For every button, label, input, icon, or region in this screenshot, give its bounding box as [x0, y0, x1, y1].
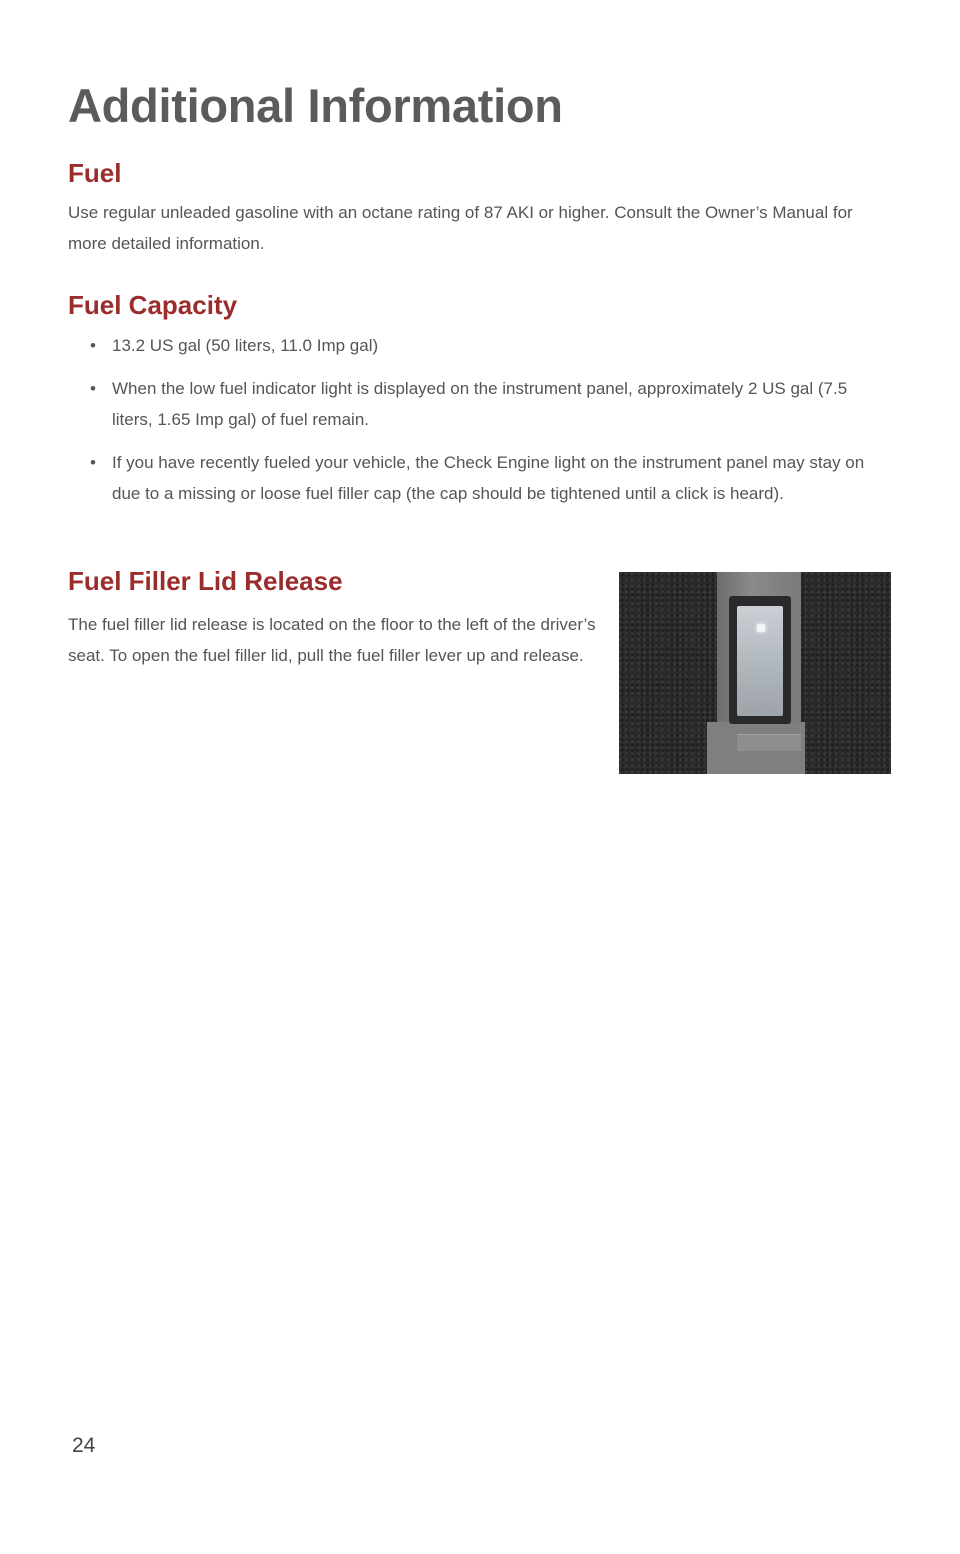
- list-item: • If you have recently fueled your vehicle, the Check Engine light on the instrument panel may stay on due to a missing or loose fuel filler cap (the cap should be tightened until a click is heard).: [90, 447, 890, 509]
- fuel-capacity-heading: Fuel Capacity: [68, 290, 238, 320]
- fuel-filler-lever: [737, 606, 783, 716]
- fuel-heading: Fuel: [68, 158, 122, 188]
- fuel-filler-lever-photo: [619, 572, 891, 774]
- fuel-capacity-list: [90, 330, 890, 521]
- page-title: Additional Information: [68, 79, 563, 132]
- fuel-body: Use regular unleaded gasoline with an octane rating of 87 AKI or higher. Consult the Owner’s Manual for more detailed information.: [68, 203, 853, 253]
- list-item: • 13.2 US gal (50 liters, 11.0 Imp gal): [90, 330, 890, 361]
- fuel-filler-body: The fuel filler lid release is located on the floor to the left of the driver’s seat. To open the fuel filler lid, pull the fuel filler lever up and release.: [68, 615, 596, 665]
- fuel-filler-heading: Fuel Filler Lid Release: [68, 566, 343, 596]
- list-item: • When the low fuel indicator light is displayed on the instrument panel, approximately 2 US gal (7.5 liters, 1.65 Imp gal) of fuel remain.: [90, 373, 890, 435]
- trim-ledge: [737, 734, 801, 751]
- lever-highlight: [757, 624, 765, 632]
- page-number: 24: [72, 1434, 96, 1457]
